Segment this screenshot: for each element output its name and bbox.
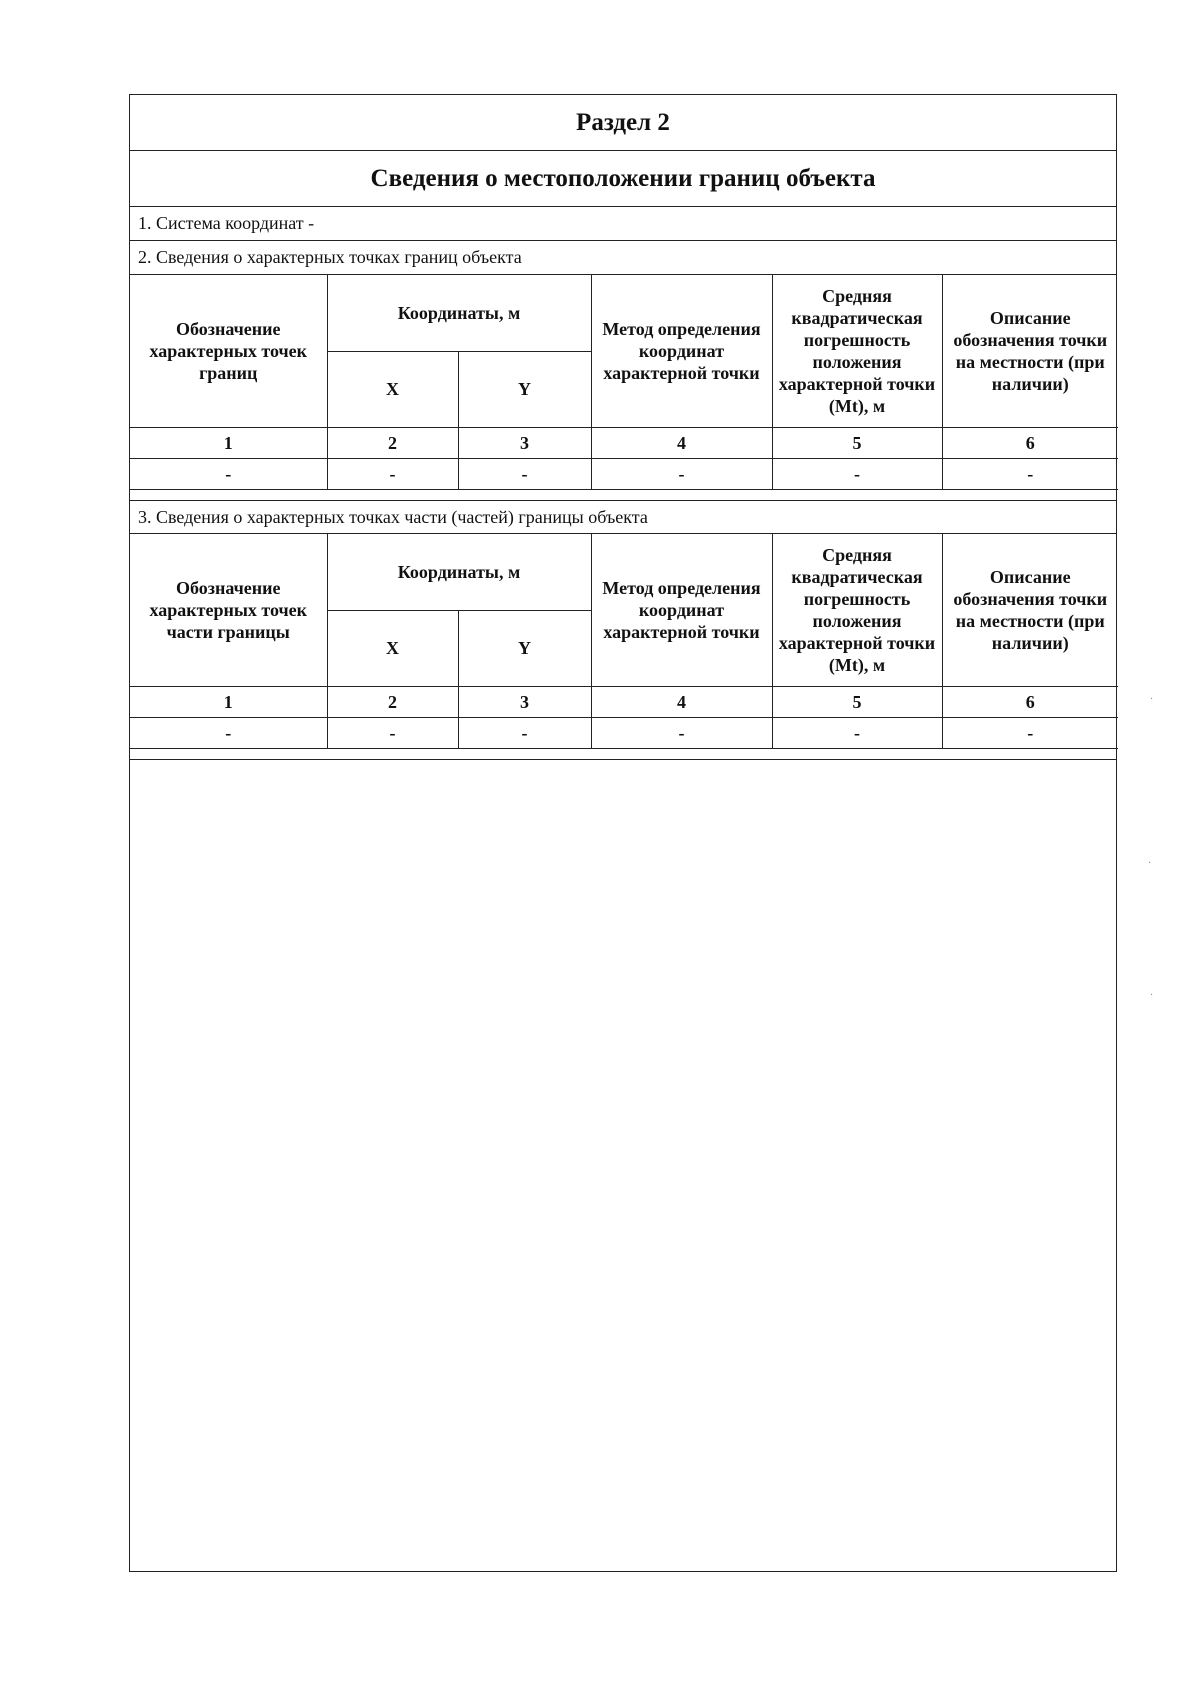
header-y: Y (458, 610, 591, 686)
cell-value: - (772, 717, 942, 748)
header-error: Средняя квадратическая погрешность положения характерной точки (Mt), м (772, 534, 942, 686)
column-number: 2 (327, 427, 458, 458)
section-title: Раздел 2 (130, 95, 1116, 151)
cell-value: - (458, 717, 591, 748)
cell-value: - (327, 458, 458, 489)
cell-value: - (591, 717, 772, 748)
cell-value: - (591, 458, 772, 489)
header-designation: Обозначение характерных точек границ (130, 275, 327, 427)
cell-value: - (130, 717, 327, 748)
column-number: 4 (591, 686, 772, 717)
block3-heading: 3. Сведения о характерных точках части (частей) границы объекта (130, 500, 1116, 534)
column-number: 6 (942, 686, 1118, 717)
column-number: 1 (130, 686, 327, 717)
block2-table (130, 275, 1118, 490)
header-y: Y (458, 351, 591, 427)
block2-heading: 2. Сведения о характерных точках границ объекта (130, 241, 1116, 275)
scan-speck: · (1148, 858, 1152, 869)
cell-value: - (772, 458, 942, 489)
empty-page-area (130, 761, 1116, 1571)
column-number: 3 (458, 686, 591, 717)
table-row (130, 458, 1118, 489)
header-description: Описание обозначения точки на местности (при наличии) (942, 275, 1118, 427)
cell-value: - (942, 458, 1118, 489)
scan-speck: · (1150, 694, 1154, 705)
column-number: 1 (130, 427, 327, 458)
cell-value: - (458, 458, 591, 489)
scan-speck: · (1150, 990, 1154, 1001)
column-number: 2 (327, 686, 458, 717)
header-description: Описание обозначения точки на местности (при наличии) (942, 534, 1118, 686)
coordinate-system-line: 1. Система координат - (130, 207, 1116, 241)
table-row (130, 717, 1118, 748)
block3-table (130, 534, 1118, 749)
document-frame (129, 94, 1117, 1572)
cell-value: - (327, 717, 458, 748)
column-number: 5 (772, 427, 942, 458)
cell-value: - (130, 458, 327, 489)
header-x: X (327, 351, 458, 427)
header-error: Средняя квадратическая погрешность положения характерной точки (Mt), м (772, 275, 942, 427)
section-subtitle: Сведения о местоположении границ объекта (130, 151, 1116, 207)
header-method: Метод определения координат характерной точки (591, 534, 772, 686)
column-number-row (130, 427, 1118, 458)
header-x: X (327, 610, 458, 686)
header-coordinates: Координаты, м (327, 534, 591, 610)
column-number: 6 (942, 427, 1118, 458)
column-number: 4 (591, 427, 772, 458)
column-number: 5 (772, 686, 942, 717)
column-number-row (130, 686, 1118, 717)
cell-value: - (942, 717, 1118, 748)
header-coordinates: Координаты, м (327, 275, 591, 351)
table-bottom-rule (130, 759, 1116, 760)
header-method: Метод определения координат характерной точки (591, 275, 772, 427)
column-number: 3 (458, 427, 591, 458)
header-designation: Обозначение характерных точек части границы (130, 534, 327, 686)
